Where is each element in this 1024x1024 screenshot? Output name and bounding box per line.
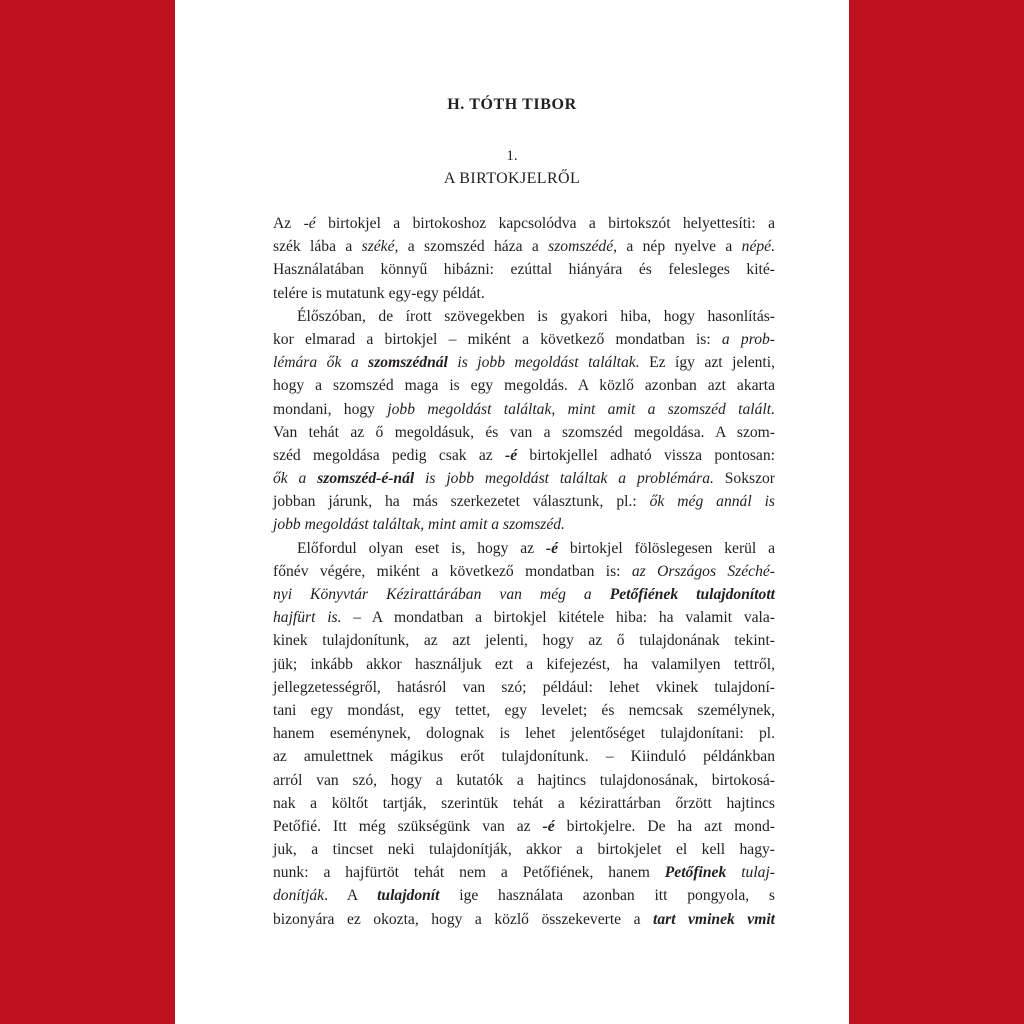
text-segment: Petőfié. Itt még szükségünk van az — [273, 817, 543, 835]
emphasis-text: Petőfiének tulajdonított — [609, 586, 775, 603]
text-segment: Az — [273, 215, 304, 232]
italic-text: ők még annál is — [649, 493, 775, 511]
text-line — [273, 235, 775, 258]
text-line — [273, 560, 775, 583]
text-segment: ige használata azonban itt pongyola, s — [439, 887, 775, 905]
text-segment: az amulettnek mágikus erőt tulajdonítunk. – Kiinduló példánkban — [273, 748, 775, 766]
text-line — [273, 282, 775, 305]
text-line — [273, 328, 775, 351]
text-segment: széd megoldása pedig csak az — [273, 446, 505, 464]
italic-text: hajfürt is. — [273, 609, 342, 627]
body-text — [273, 212, 775, 931]
italic-text: donítják — [273, 887, 325, 905]
emphasis-text: tulajdonít — [377, 887, 440, 905]
text-segment: arról van szó, hogy a kutatók a hajtincs tulajdonosának, birtokosá- — [273, 771, 775, 789]
text-line — [273, 258, 775, 281]
text-segment: Van tehát az ő megoldásuk, és van a szomszéd megoldása. A szom- — [273, 423, 775, 441]
italic-text: lémára ők a — [273, 354, 369, 372]
text-segment: jobban járunk, ha más szerkezetet választunk, pl.: — [273, 493, 650, 511]
italic-text: -é — [303, 215, 316, 232]
text-segment: tani egy mondást, egy tettet, egy levelet; és nemcsak személynek, — [273, 701, 775, 719]
text-segment: birtokjel a birtokoshoz kapcsolódva a birtokszót helyettesíti: a — [315, 215, 775, 232]
text-line — [273, 537, 775, 560]
text-segment: nak a költőt tartják, szerintük tehát a kézirattárban őrzött hajtincs — [273, 794, 775, 812]
text-line — [273, 653, 775, 676]
text-line — [273, 745, 775, 768]
text-segment: a szomszéd háza a — [398, 238, 549, 256]
text-segment: jük; inkább akkor használjuk ezt a kifejezést, ha valamilyen tettről, — [273, 655, 775, 673]
text-segment: juk, a tincset neki tulajdonítják, akkor a birtokjelet el kell hagy- — [273, 841, 775, 859]
text-line — [273, 792, 775, 815]
text-line — [273, 908, 775, 931]
text-segment: kinek tulajdonítunk, az azt jelenti, hogy az ő tulajdonának tekint- — [273, 632, 775, 650]
text-line — [273, 305, 775, 328]
text-segment: telére is mutatunk egy-egy példát. — [273, 284, 485, 302]
text-segment: bizonyára ez okozta, hogy a közlő összekeverte a — [273, 910, 653, 928]
text-line — [273, 838, 775, 861]
emphasis-text: szomszédnál — [368, 354, 448, 372]
text-segment: Sokszor — [713, 470, 775, 488]
emphasis-text: -é — [542, 817, 555, 835]
italic-text: ők a — [273, 470, 318, 488]
text-segment: Használatában könnyű hibázni: ezúttal hiányára és felesleges kité- — [273, 261, 775, 279]
text-line — [273, 815, 775, 838]
chapter-title: A BIRTOKJELRŐL — [443, 170, 581, 187]
text-line — [273, 722, 775, 745]
text-line — [273, 629, 775, 652]
text-line — [273, 513, 775, 536]
text-segment: – A mondatban a birtokjel kitétele hiba: ha valamit vala- — [341, 609, 775, 627]
italic-text: a prob- — [721, 330, 775, 348]
book-page — [175, 0, 849, 1024]
chapter-number: 1. — [506, 148, 518, 164]
text-segment: birtokjellel adható vissza pontosan: — [517, 446, 775, 464]
text-segment: mondani, hogy — [273, 400, 388, 418]
text-segment: hogy a szomszéd maga is egy megoldás. A közlő azonban azt akarta — [273, 377, 775, 395]
italic-text: nyi Könyvtár Kézirattárában van még a — [273, 586, 610, 603]
text-segment: szék lába a — [273, 238, 362, 256]
text-line — [273, 374, 775, 397]
text-line — [273, 769, 775, 792]
author-heading: H. TÓTH TIBOR — [447, 96, 577, 113]
italic-text: jobb megoldást találtak, mint amit a szomszéd. — [273, 516, 565, 534]
text-segment: kor elmarad a birtokjel – miként a következő mondatban is: — [273, 330, 722, 348]
text-segment: Élőszóban, de írott szövegekben is gyakori hiba, hogy hasonlítás- — [297, 307, 775, 325]
text-segment: birtokjel fölöslegesen kerül a — [558, 539, 775, 557]
text-segment: hanem eseménynek, dolognak is lehet jelentőséget tulajdonítani: pl. — [273, 725, 775, 743]
emphasis-text: -é — [505, 446, 518, 464]
emphasis-text: Petőfinek — [664, 864, 727, 882]
text-line — [273, 884, 775, 907]
text-segment: Ez így azt jelenti, — [639, 354, 775, 372]
emphasis-text: szomszéd-é-nál — [317, 470, 415, 488]
text-segment: , a nép nyelve a — [613, 238, 742, 256]
text-segment: főnév végére, miként a következő mondatban is: — [273, 562, 632, 580]
text-line — [273, 351, 775, 374]
italic-text: szomszédé — [548, 238, 614, 256]
text-segment: nunk: a hajfürtöt tehát nem a Petőfiének, hanem — [273, 864, 665, 882]
text-segment: Előfordul olyan eset is, hogy az — [297, 539, 546, 557]
italic-text: széké, — [361, 238, 399, 256]
text-segment: jellegzetességről, hatásról van szó; például: lehet vkinek tulajdoní- — [273, 678, 775, 696]
text-line — [273, 583, 775, 606]
text-segment: birtokjelre. De ha azt mond- — [554, 817, 775, 835]
italic-text: az Országos Széché- — [631, 562, 776, 580]
text-line — [273, 490, 775, 513]
italic-text: tulaj- — [726, 864, 775, 882]
emphasis-text: tart vminek vmit — [653, 910, 775, 928]
italic-text: is jobb megoldást találtak. — [447, 354, 640, 372]
text-segment: . A — [324, 887, 378, 905]
text-line — [273, 444, 775, 467]
text-line — [273, 699, 775, 722]
text-line — [273, 676, 775, 699]
emphasis-text: -é — [545, 539, 558, 557]
text-line — [273, 398, 775, 421]
text-line — [273, 861, 775, 884]
italic-text: jobb megoldást találtak, mint amit a szomszéd talált. — [387, 400, 775, 418]
text-line — [273, 467, 775, 490]
text-line — [273, 421, 775, 444]
italic-text: is jobb megoldást találtak a problémára. — [414, 470, 714, 488]
text-line — [273, 212, 775, 235]
italic-text: népé. — [741, 238, 775, 256]
text-line — [273, 606, 775, 629]
